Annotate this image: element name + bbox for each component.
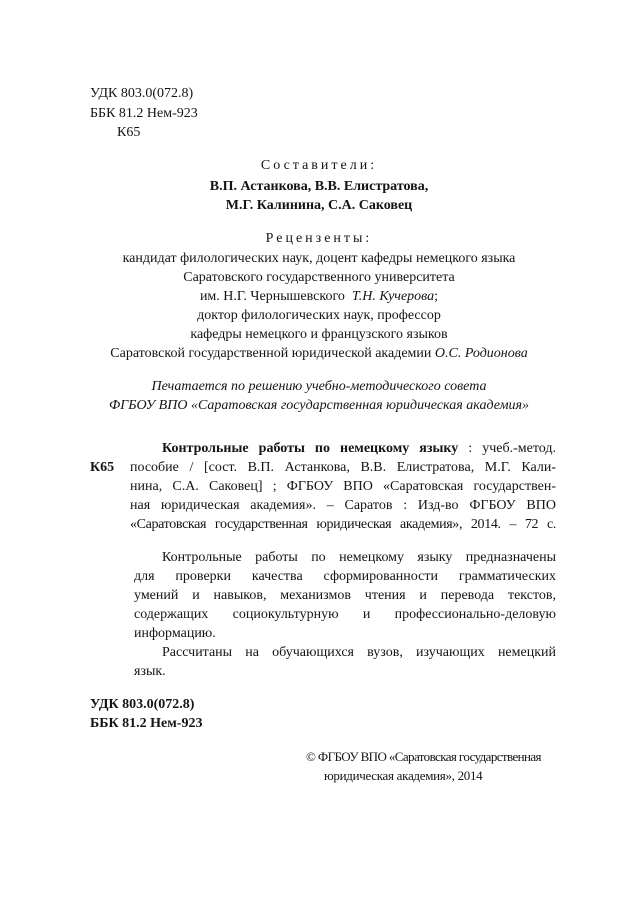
footer-bbk-code: ББК 81.2 Нем-923 xyxy=(90,716,203,731)
abstract-line-1-text: Контрольные работы по немецкому языку предназначены xyxy=(162,550,556,565)
bibliography-line-3 xyxy=(130,478,556,496)
bibliography-line-3-text: нина, С.А. Саковец] ; ФГБОУ ВПО «Саратовская государствен- xyxy=(130,479,556,494)
bibliography-title-rest: : учеб.-метод. xyxy=(468,441,556,456)
abstract-line-3-text: умений и навыков, механизмов чтения и перевода текстов, xyxy=(134,588,556,603)
council-line-1: Печатается по решению учебно-методического совета xyxy=(151,379,487,394)
bibliography-line-4-text: ная юридическая академия». – Саратов : Изд-во ФГБОУ ВПО xyxy=(130,498,556,513)
copyright-line-1: © ФГБОУ ВПО «Саратовская государственная xyxy=(306,749,541,764)
reviewer-name-1: Т.Н. Кучерова xyxy=(351,289,435,304)
bibliography-line-2-text: пособие / [сост. В.П. Астанкова, В.В. Елистратова, М.Г. Кали- xyxy=(130,460,556,475)
bibliography-line-4 xyxy=(130,497,556,515)
bibliography-line-5-text: «Саратовская государственная юридическая академия», 2014. – 72 с. xyxy=(130,517,556,532)
bibliography-line-1 xyxy=(162,440,556,458)
compilers-line-2: М.Г. Калинина, С.А. Саковец xyxy=(225,198,413,213)
bibliography-line-5 xyxy=(130,516,556,534)
reviewer-line-3 xyxy=(0,288,638,306)
abstract-line-4-text: содержащих социокультурную и профессионально-деловую xyxy=(134,607,556,622)
bibliography-side-code: К65 xyxy=(90,460,115,475)
reviewer-affiliation-2: Саратовской государственной юридической академии xyxy=(110,346,432,361)
abstract-line-7: язык. xyxy=(134,664,166,679)
copyright-line-2: юридическая академия», 2014 xyxy=(324,768,483,783)
abstract-line-2-text: для проверки качества сформированности грамматических xyxy=(134,569,556,584)
bibliography-title: Контрольные работы по немецкому языку xyxy=(162,441,459,456)
reviewer-separator: ; xyxy=(434,289,439,304)
reviewer-line-5: кафедры немецкого и французского языков xyxy=(190,327,448,342)
abstract-line-4 xyxy=(134,606,556,624)
reviewer-name-2: О.С. Родионова xyxy=(434,346,528,361)
reviewer-line-2: Саратовского государственного университета xyxy=(183,270,455,285)
abstract-line-5: информацию. xyxy=(134,626,216,641)
footer-udk-code: УДК 803.0(072.8) xyxy=(90,697,195,712)
author-mark: К65 xyxy=(117,125,141,140)
bibliography-line-2 xyxy=(130,459,556,477)
abstract-line-1 xyxy=(162,549,556,567)
udk-code: УДК 803.0(072.8) xyxy=(90,86,194,101)
reviewer-line-4: доктор филологических наук, профессор xyxy=(197,308,441,323)
abstract-line-6 xyxy=(162,644,556,662)
council-line-2: ФГБОУ ВПО «Саратовская государственная юридическая академия» xyxy=(108,398,530,413)
reviewers-heading: Рецензенты: xyxy=(265,231,373,246)
reviewer-affiliation: им. Н.Г. Чернышевского xyxy=(199,289,345,304)
abstract-line-2 xyxy=(134,568,556,586)
bbk-code: ББК 81.2 Нем-923 xyxy=(90,106,198,121)
abstract-line-3 xyxy=(134,587,556,605)
compilers-line-1: В.П. Астанкова, В.В. Елистратова, xyxy=(209,179,429,194)
abstract-line-6-text: Рассчитаны на обучающихся вузов, изучающих немецкий xyxy=(162,645,556,660)
reviewer-line-1: кандидат филологических наук, доцент кафедры немецкого языка xyxy=(122,251,516,266)
compilers-heading: Составители: xyxy=(260,158,378,173)
reviewer-line-6 xyxy=(0,345,638,363)
